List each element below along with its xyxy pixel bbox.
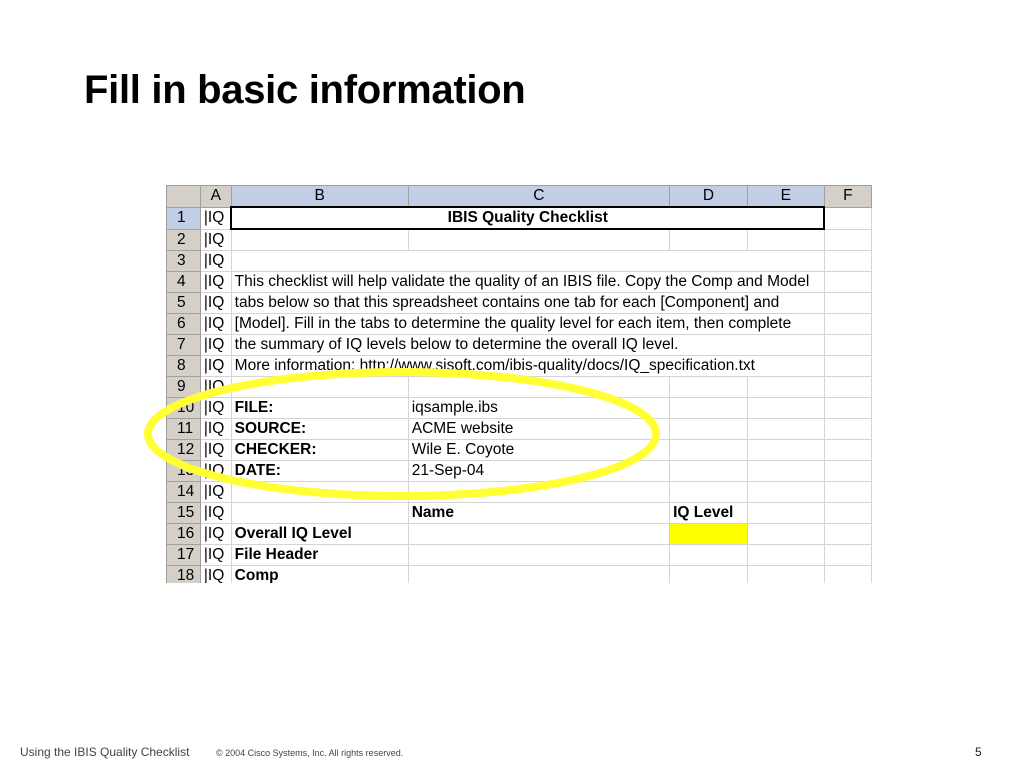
cell[interactable] (824, 461, 871, 482)
cell[interactable] (747, 482, 824, 503)
description-line[interactable]: the summary of IQ levels below to determine the overall IQ level. (231, 335, 824, 356)
page-number: 5 (975, 745, 982, 759)
cell[interactable] (231, 503, 408, 524)
cell[interactable] (231, 251, 408, 272)
field-label[interactable]: CHECKER: (231, 440, 408, 461)
table-row (167, 482, 872, 503)
table-row (167, 251, 872, 272)
row-header[interactable]: 13 (167, 461, 201, 482)
row-header[interactable]: 9 (167, 377, 201, 398)
row-header[interactable]: 11 (167, 419, 201, 440)
table-row (167, 566, 872, 584)
cell[interactable] (408, 251, 669, 272)
cell[interactable] (824, 356, 871, 377)
select-all-corner[interactable] (167, 186, 201, 208)
cell[interactable] (747, 398, 824, 419)
cell[interactable] (408, 566, 669, 584)
cell[interactable]: |IQ (200, 440, 231, 461)
table-row (167, 419, 872, 440)
cell[interactable] (747, 545, 824, 566)
row-header[interactable]: 16 (167, 524, 201, 545)
checklist-title-cell[interactable]: IBIS Quality Checklist (231, 207, 824, 229)
cell[interactable] (670, 482, 748, 503)
cell[interactable] (747, 251, 824, 272)
cell[interactable] (824, 293, 871, 314)
cell[interactable]: |IQ (200, 503, 231, 524)
table-row (167, 356, 872, 377)
row-header[interactable]: 6 (167, 314, 201, 335)
cell[interactable]: |IQ (200, 377, 231, 398)
file-header-label[interactable]: File Header (231, 545, 408, 566)
cell[interactable]: |IQ (200, 314, 231, 335)
cell[interactable] (408, 229, 669, 251)
cell[interactable]: |IQ (200, 398, 231, 419)
table-row (167, 207, 872, 229)
cell[interactable]: |IQ (200, 461, 231, 482)
column-header-b[interactable]: B (231, 186, 408, 208)
table-row (167, 272, 872, 293)
description-line[interactable]: tabs below so that this spreadsheet contains one tab for each [Component] and (231, 293, 824, 314)
row-header[interactable]: 2 (167, 229, 201, 251)
cell[interactable] (408, 545, 669, 566)
name-header-cell[interactable]: Name (408, 503, 669, 524)
cell[interactable] (670, 251, 748, 272)
file-value-cell[interactable]: iqsample.ibs (408, 398, 669, 419)
cell[interactable] (824, 377, 871, 398)
cell[interactable] (670, 545, 748, 566)
row-header[interactable]: 14 (167, 482, 201, 503)
row-header[interactable]: 1 (167, 207, 201, 229)
table-row (167, 440, 872, 461)
cell[interactable] (747, 229, 824, 251)
field-label[interactable]: DATE: (231, 461, 408, 482)
table-row (167, 229, 872, 251)
spreadsheet (166, 185, 872, 583)
cell[interactable] (670, 566, 748, 584)
row-header[interactable]: 3 (167, 251, 201, 272)
cell[interactable]: |IQ (200, 272, 231, 293)
row-header[interactable]: 5 (167, 293, 201, 314)
spreadsheet-grid (166, 185, 872, 583)
checker-value-cell[interactable]: Wile E. Coyote (408, 440, 669, 461)
cell[interactable] (824, 229, 871, 251)
row-header[interactable]: 18 (167, 566, 201, 584)
cell[interactable] (824, 440, 871, 461)
field-label[interactable]: SOURCE: (231, 419, 408, 440)
cell[interactable] (670, 398, 748, 419)
cell[interactable] (824, 314, 871, 335)
cell[interactable] (231, 377, 408, 398)
table-row (167, 524, 872, 545)
cell[interactable] (670, 229, 748, 251)
column-header-row (167, 186, 872, 208)
cell[interactable]: |IQ (200, 335, 231, 356)
cell[interactable] (231, 229, 408, 251)
description-line[interactable]: More information: http://www.sisoft.com/ibis-quality/docs/IQ_specification.txt (231, 356, 824, 377)
table-row (167, 314, 872, 335)
cell[interactable] (670, 461, 748, 482)
cell[interactable] (824, 419, 871, 440)
cell[interactable] (824, 524, 871, 545)
cell[interactable] (824, 207, 871, 229)
cell[interactable] (747, 440, 824, 461)
table-row (167, 377, 872, 398)
cell[interactable] (824, 545, 871, 566)
table-row (167, 335, 872, 356)
cell[interactable] (670, 377, 748, 398)
footer-title: Using the IBIS Quality Checklist (20, 745, 190, 759)
table-row (167, 398, 872, 419)
overall-iq-label[interactable]: Overall IQ Level (231, 524, 408, 545)
row-header[interactable]: 12 (167, 440, 201, 461)
cell[interactable] (747, 524, 824, 545)
cell[interactable]: |IQ (200, 229, 231, 251)
cell[interactable]: |IQ (200, 545, 231, 566)
row-header[interactable]: 8 (167, 356, 201, 377)
cell[interactable] (824, 272, 871, 293)
cell[interactable] (824, 398, 871, 419)
column-header-f[interactable]: F (824, 186, 871, 208)
column-header-e[interactable]: E (747, 186, 824, 208)
slide-title: Fill in basic information (84, 68, 526, 112)
cell[interactable] (670, 419, 748, 440)
table-row (167, 293, 872, 314)
cell[interactable] (747, 503, 824, 524)
overall-iq-level-cell[interactable] (670, 524, 748, 545)
row-header[interactable]: 7 (167, 335, 201, 356)
column-header-a[interactable]: A (200, 186, 231, 208)
row-header[interactable]: 15 (167, 503, 201, 524)
column-header-d[interactable]: D (670, 186, 748, 208)
table-row (167, 503, 872, 524)
cell[interactable] (408, 524, 669, 545)
table-row (167, 461, 872, 482)
cell[interactable]: |IQ (200, 482, 231, 503)
iq-level-header-cell[interactable]: IQ Level (670, 503, 748, 524)
cell[interactable]: |IQ (200, 419, 231, 440)
cell[interactable] (747, 566, 824, 584)
cell[interactable] (747, 419, 824, 440)
cell[interactable]: |IQ (200, 566, 231, 584)
cell[interactable] (747, 461, 824, 482)
row-header[interactable]: 10 (167, 398, 201, 419)
cell[interactable] (824, 335, 871, 356)
cell[interactable] (824, 503, 871, 524)
cell[interactable]: |IQ (200, 293, 231, 314)
cell[interactable]: |IQ (200, 207, 231, 229)
row-header[interactable]: 4 (167, 272, 201, 293)
cell[interactable] (824, 251, 871, 272)
cell[interactable]: |IQ (200, 251, 231, 272)
column-header-c[interactable]: C (408, 186, 669, 208)
source-value-cell[interactable]: ACME website (408, 419, 669, 440)
field-label[interactable]: FILE: (231, 398, 408, 419)
cell[interactable] (824, 482, 871, 503)
description-line[interactable]: [Model]. Fill in the tabs to determine the quality level for each item, then complete (231, 314, 824, 335)
cell[interactable] (747, 377, 824, 398)
cell[interactable] (670, 440, 748, 461)
description-line[interactable]: This checklist will help validate the quality of an IBIS file. Copy the Comp and Model (231, 272, 824, 293)
row-header[interactable]: 17 (167, 545, 201, 566)
cell[interactable]: |IQ (200, 356, 231, 377)
cell[interactable] (408, 482, 669, 503)
cell[interactable] (824, 566, 871, 584)
cell[interactable] (231, 482, 408, 503)
comp-label[interactable]: Comp (231, 566, 408, 584)
table-row (167, 545, 872, 566)
cell[interactable] (408, 377, 669, 398)
date-value-cell[interactable]: 21-Sep-04 (408, 461, 669, 482)
cell[interactable]: |IQ (200, 524, 231, 545)
footer-copyright: © 2004 Cisco Systems, Inc. All rights reserved. (216, 748, 404, 758)
